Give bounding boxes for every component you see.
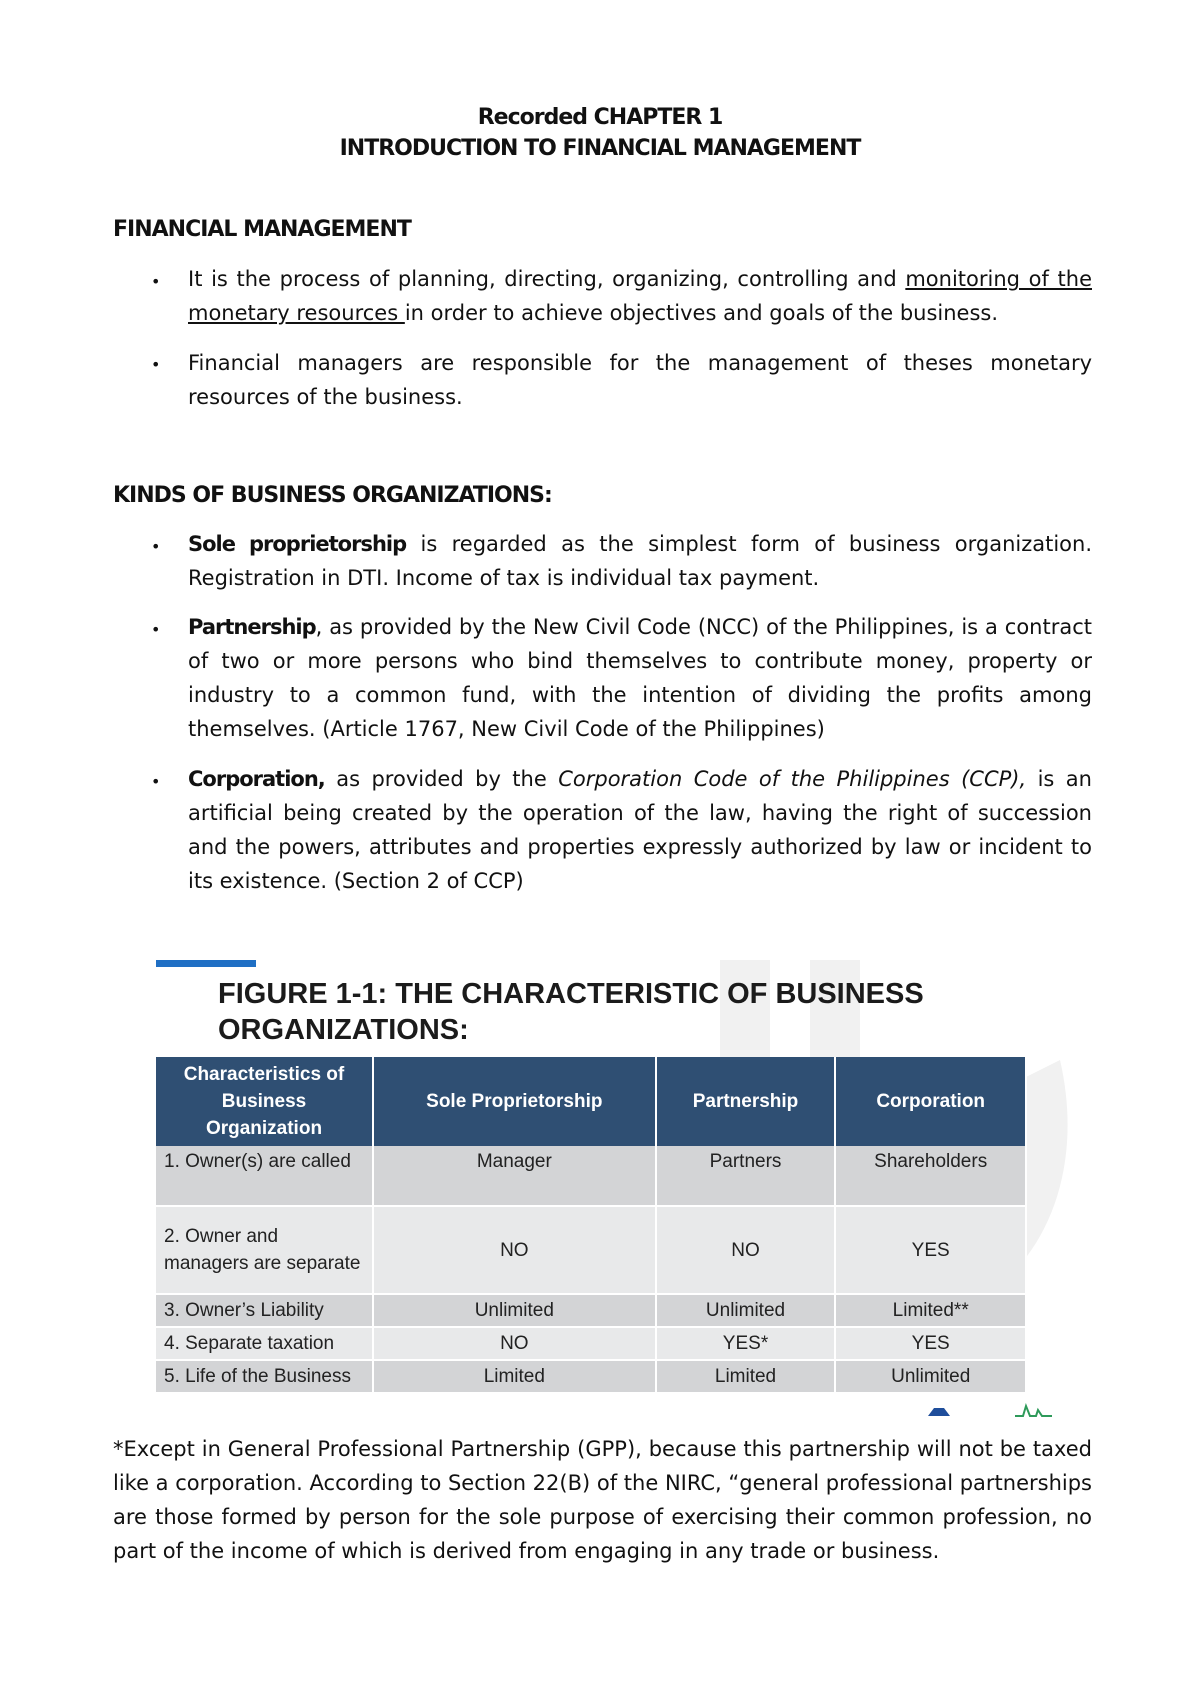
table-cell: Unlimited [835, 1360, 1026, 1393]
paragraph-partnership [188, 610, 1092, 746]
column-header: Sole Proprietorship [373, 1057, 656, 1146]
term-corporation: Corporation, [188, 767, 325, 791]
table-cell: Limited** [835, 1294, 1026, 1327]
table-cell: 1. Owner(s) are called [156, 1146, 373, 1206]
bullet-icon: • [151, 772, 161, 791]
table-cell: Limited [656, 1360, 836, 1393]
table-cell: 3. Owner’s Liability [156, 1294, 373, 1327]
paragraph-managers: Financial managers are responsible for the management of theses monetary resources of the business. [188, 351, 1092, 409]
table-row [156, 1146, 1026, 1206]
bullet-icon: • [151, 272, 161, 291]
table-cell: YES* [656, 1327, 836, 1360]
paragraph-corporation [188, 762, 1092, 898]
paragraph-sole-proprietorship [188, 527, 1092, 595]
column-header: Corporation [835, 1057, 1026, 1146]
partnership-text: , as provided by the New Civil Code (NCC) of the Philippines, is a contract of two or more persons who bind themselves to contribute money, property or industry to a common fund, with the intention of dividing the profits among themselves. (Article 1767, New Civil Code of the Philippines) [188, 615, 1092, 741]
table-cell: NO [373, 1206, 656, 1294]
definition-underlined: monitoring of the monetary resources [188, 267, 1092, 325]
figure-accent-bar [156, 960, 256, 967]
table-cell: YES [835, 1206, 1026, 1294]
table-header-row [156, 1057, 1026, 1146]
column-header: Partnership [656, 1057, 836, 1146]
table-cell: Unlimited [656, 1294, 836, 1327]
figure-title: FIGURE 1-1: THE CHARACTERISTIC OF BUSINESS ORGANIZATIONS: [218, 978, 924, 1046]
table-row [156, 1294, 1026, 1327]
table-cell: Partners [656, 1146, 836, 1206]
table-cell: Unlimited [373, 1294, 656, 1327]
chapter-label: Recorded CHAPTER 1 [477, 105, 723, 130]
term-partnership: Partnership [188, 615, 316, 639]
bullet-icon: • [151, 537, 161, 556]
section-heading-financial-management: FINANCIAL MANAGEMENT [113, 217, 411, 242]
table-row [156, 1206, 1026, 1294]
corporation-text-mid: as provided by the [324, 767, 559, 791]
table-cell: 2. Owner and managers are separate [156, 1206, 373, 1294]
sole-proprietorship-text: is regarded as the simplest form of business organization. Registration in DTI. Income of tax is individual tax payment. [188, 532, 1093, 590]
term-sole-proprietorship: Sole proprietorship [188, 532, 407, 556]
table-cell: Shareholders [835, 1146, 1026, 1206]
partial-logo-icon [920, 1402, 1060, 1418]
footnote-gpp: *Except in General Professional Partnership (GPP), because this partnership will not be taxed like a corporation. According to Section 22(B) of the NIRC, “general professional partnerships are those formed by person for the sole purpose of exercising their common profession, no part of the income of which is derived from engaging in any trade or business. [113, 1437, 1092, 1563]
section-heading-kinds: KINDS OF BUSINESS ORGANIZATIONS: [113, 483, 552, 508]
definition-text: It is the process of planning, directing, organizing, controlling and [188, 267, 906, 291]
bullet-icon: • [151, 355, 161, 374]
characteristics-table [156, 1057, 1027, 1394]
table-cell: NO [656, 1206, 836, 1294]
table-cell: YES [835, 1327, 1026, 1360]
paragraph-definition [188, 262, 1092, 330]
bullet-icon: • [151, 620, 161, 639]
definition-text-end: in order to achieve objectives and goals of the business. [404, 301, 999, 325]
table-cell: 5. Life of the Business [156, 1360, 373, 1393]
table-cell: NO [373, 1327, 656, 1360]
table-cell: Manager [373, 1146, 656, 1206]
table-row [156, 1327, 1026, 1360]
corporation-code-reference: Corporation Code of the Philippines (CCP), [558, 767, 1027, 791]
table-row [156, 1360, 1026, 1393]
table-cell: 4. Separate taxation [156, 1327, 373, 1360]
table-cell: Limited [373, 1360, 656, 1393]
column-header: Characteristics of Business Organization [156, 1057, 373, 1146]
corporation-text: is an artificial being created by the operation of the law, having the right of succession and the powers, attributes and properties expressly authorized by law or incident to its existence. (Section 2 of CCP) [188, 767, 1092, 893]
chapter-title: INTRODUCTION TO FINANCIAL MANAGEMENT [339, 136, 861, 161]
